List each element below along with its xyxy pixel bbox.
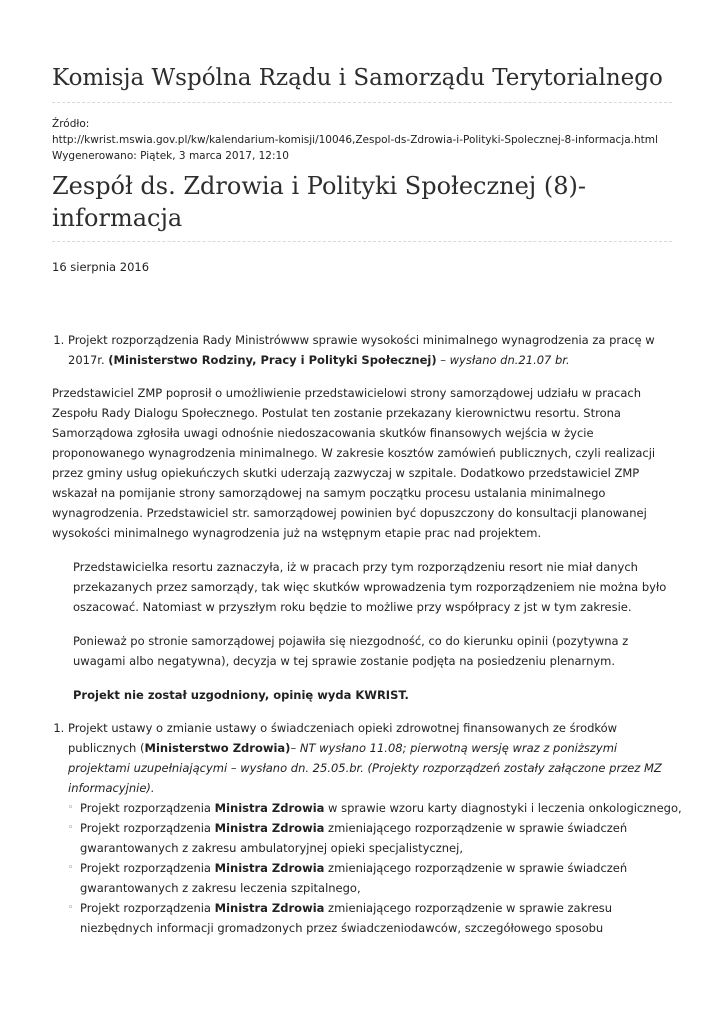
- subitem-ministry: Ministra Zdrowia: [214, 901, 325, 915]
- regulation-sublist: [68, 798, 682, 938]
- list-item: [68, 818, 682, 858]
- subitem-text: Projekt rozporządzenia: [80, 801, 215, 815]
- generated-timestamp: Wygenerowano: Piątek, 3 marca 2017, 12:10: [52, 150, 289, 162]
- agenda-item-1-ministry: (Ministerstwo Rodziny, Pracy i Polityki Społecznej): [108, 353, 437, 367]
- bullet-icon: ◦: [68, 863, 74, 873]
- paragraph-zmp-request: Przedstawiciel ZMP poprosił o umożliwienie przedstawicielowi strony samorządowej udziału w pracach Zespołu Rady Dialogu Społecznego. Postulat ten zostanie przekazany kierownictwu resortu. Strona Samorządowa zgłosiła uwagi odnośnie niedoszacowania skutków finansowych wejścia w życie proponowanego wynagrodzenia minimalnego. W zakresie kosztów zamówień publicznych, czyli realizacji przez gminy usług opiekuńczych skutki uderzają zazwyczaj w szpitale. Dodatkowo przedstawiciel ZMP wskazał na pomijanie strony samorządowej na samym początku procesu ustalania minimalnego wynagrodzenia. Przedstawiciel str. samorządowej powinien być dopuszczony do konsultacji planowanej wysokości minimalnego wynagrodzenia już na wstępnym etapie prac nad projektem.: [52, 386, 656, 540]
- agenda-item-2: [68, 718, 682, 938]
- subitem-text: zmieniającego rozporządzenie w sprawie świadczeń gwarantowanych z zakresu ambulatoryjnej opieki specjalistycznej,: [80, 821, 628, 855]
- subitem-text: Projekt rozporządzenia: [80, 901, 215, 915]
- agenda-item-1-text: Projekt rozporządzenia Rady Ministrówww sprawie wysokości minimalnego wynagrodzenia za pracę w 2017r.: [68, 333, 655, 367]
- subitem-text: Projekt rozporządzenia: [80, 861, 215, 875]
- agenda-list-2: [52, 718, 682, 938]
- subitem-ministry: Ministra Zdrowia: [214, 801, 325, 815]
- subitem-ministry: Ministra Zdrowia: [214, 821, 325, 835]
- list-item: [68, 898, 682, 938]
- bullet-icon: ◦: [68, 903, 74, 913]
- list-item: [68, 798, 682, 818]
- paragraph-conclusion: Projekt nie został uzgodniony, opinię wyda KWRIST.: [73, 688, 409, 702]
- agenda-list-1: [52, 330, 682, 370]
- subitem-text: zmieniającego rozporządzenie w sprawie zakresu niezbędnych informacji gromadzonych przez świadczeniodawców, szczegółowego sposobu: [80, 901, 613, 935]
- document-title: Zespół ds. Zdrowia i Polityki Społecznej (8)-informacja: [52, 172, 586, 232]
- agenda-item-2-ministry: Ministerstwo Zdrowia): [144, 741, 291, 755]
- paragraph-ministry-response: Przedstawicielka resortu zaznaczyła, iż w pracach przy tym rozporządzeniu resort nie miał danych przekazanych przez samorządy, tak więc skutków wprowadzenia tym rozporządzeniem nie można było oszacować. Natomiast w przyszłym roku będzie to możliwe przy współpracy z jst w tym zakresie.: [73, 560, 667, 614]
- paragraph-disagreement: Ponieważ po stronie samorządowej pojawiła się niezgodność, co do kierunku opinii (pozytywna z uwagami albo negatywna), decyzja w tej sprawie zostanie podjęta na posiedzeniu plenarnym.: [73, 634, 629, 668]
- site-title: Komisja Wspólna Rządu i Samorządu Terytorialnego: [52, 65, 663, 91]
- source-url[interactable]: http://kwrist.mswia.gov.pl/kw/kalendarium-komisji/10046,Zespol-ds-Zdrowia-i-Polityki-Spolecznej-8-informacja.html: [52, 134, 658, 146]
- list-item: [68, 858, 682, 898]
- document-body: [52, 330, 682, 938]
- bullet-icon: ◦: [68, 823, 74, 833]
- agenda-item-1: [68, 330, 682, 370]
- subitem-text: Projekt rozporządzenia: [80, 821, 215, 835]
- source-meta: [52, 116, 692, 164]
- source-label: Źródło:: [52, 118, 90, 130]
- indented-block: [52, 557, 682, 705]
- agenda-item-1-note: – wysłano dn.21.07 br.: [436, 353, 570, 367]
- subitem-text: w sprawie wzoru karty diagnostyki i leczenia onkologicznego,: [324, 801, 682, 815]
- title-divider: [52, 241, 672, 242]
- subitem-ministry: Ministra Zdrowia: [214, 861, 325, 875]
- bullet-icon: ◦: [68, 803, 74, 813]
- agenda-item-2-text: Projekt ustawy o zmianie ustawy o świadczeniach opieki zdrowotnej finansowanych ze środków publicznych (: [68, 721, 618, 755]
- subitem-text: zmieniającego rozporządzenie w sprawie świadczeń gwarantowanych z zakresu leczenia szpitalnego,: [80, 861, 628, 895]
- header-divider: [52, 102, 672, 103]
- agenda-item-2-note: – NT wysłano 11.08; pierwotną wersję wraz z poniższymi projektami uzupełniającymi – wysłano dn. 25.05.br. (Projekty rozporządzeń zostały załączone przez MZ informacyjnie).: [68, 741, 662, 795]
- document-date: 16 sierpnia 2016: [52, 260, 150, 274]
